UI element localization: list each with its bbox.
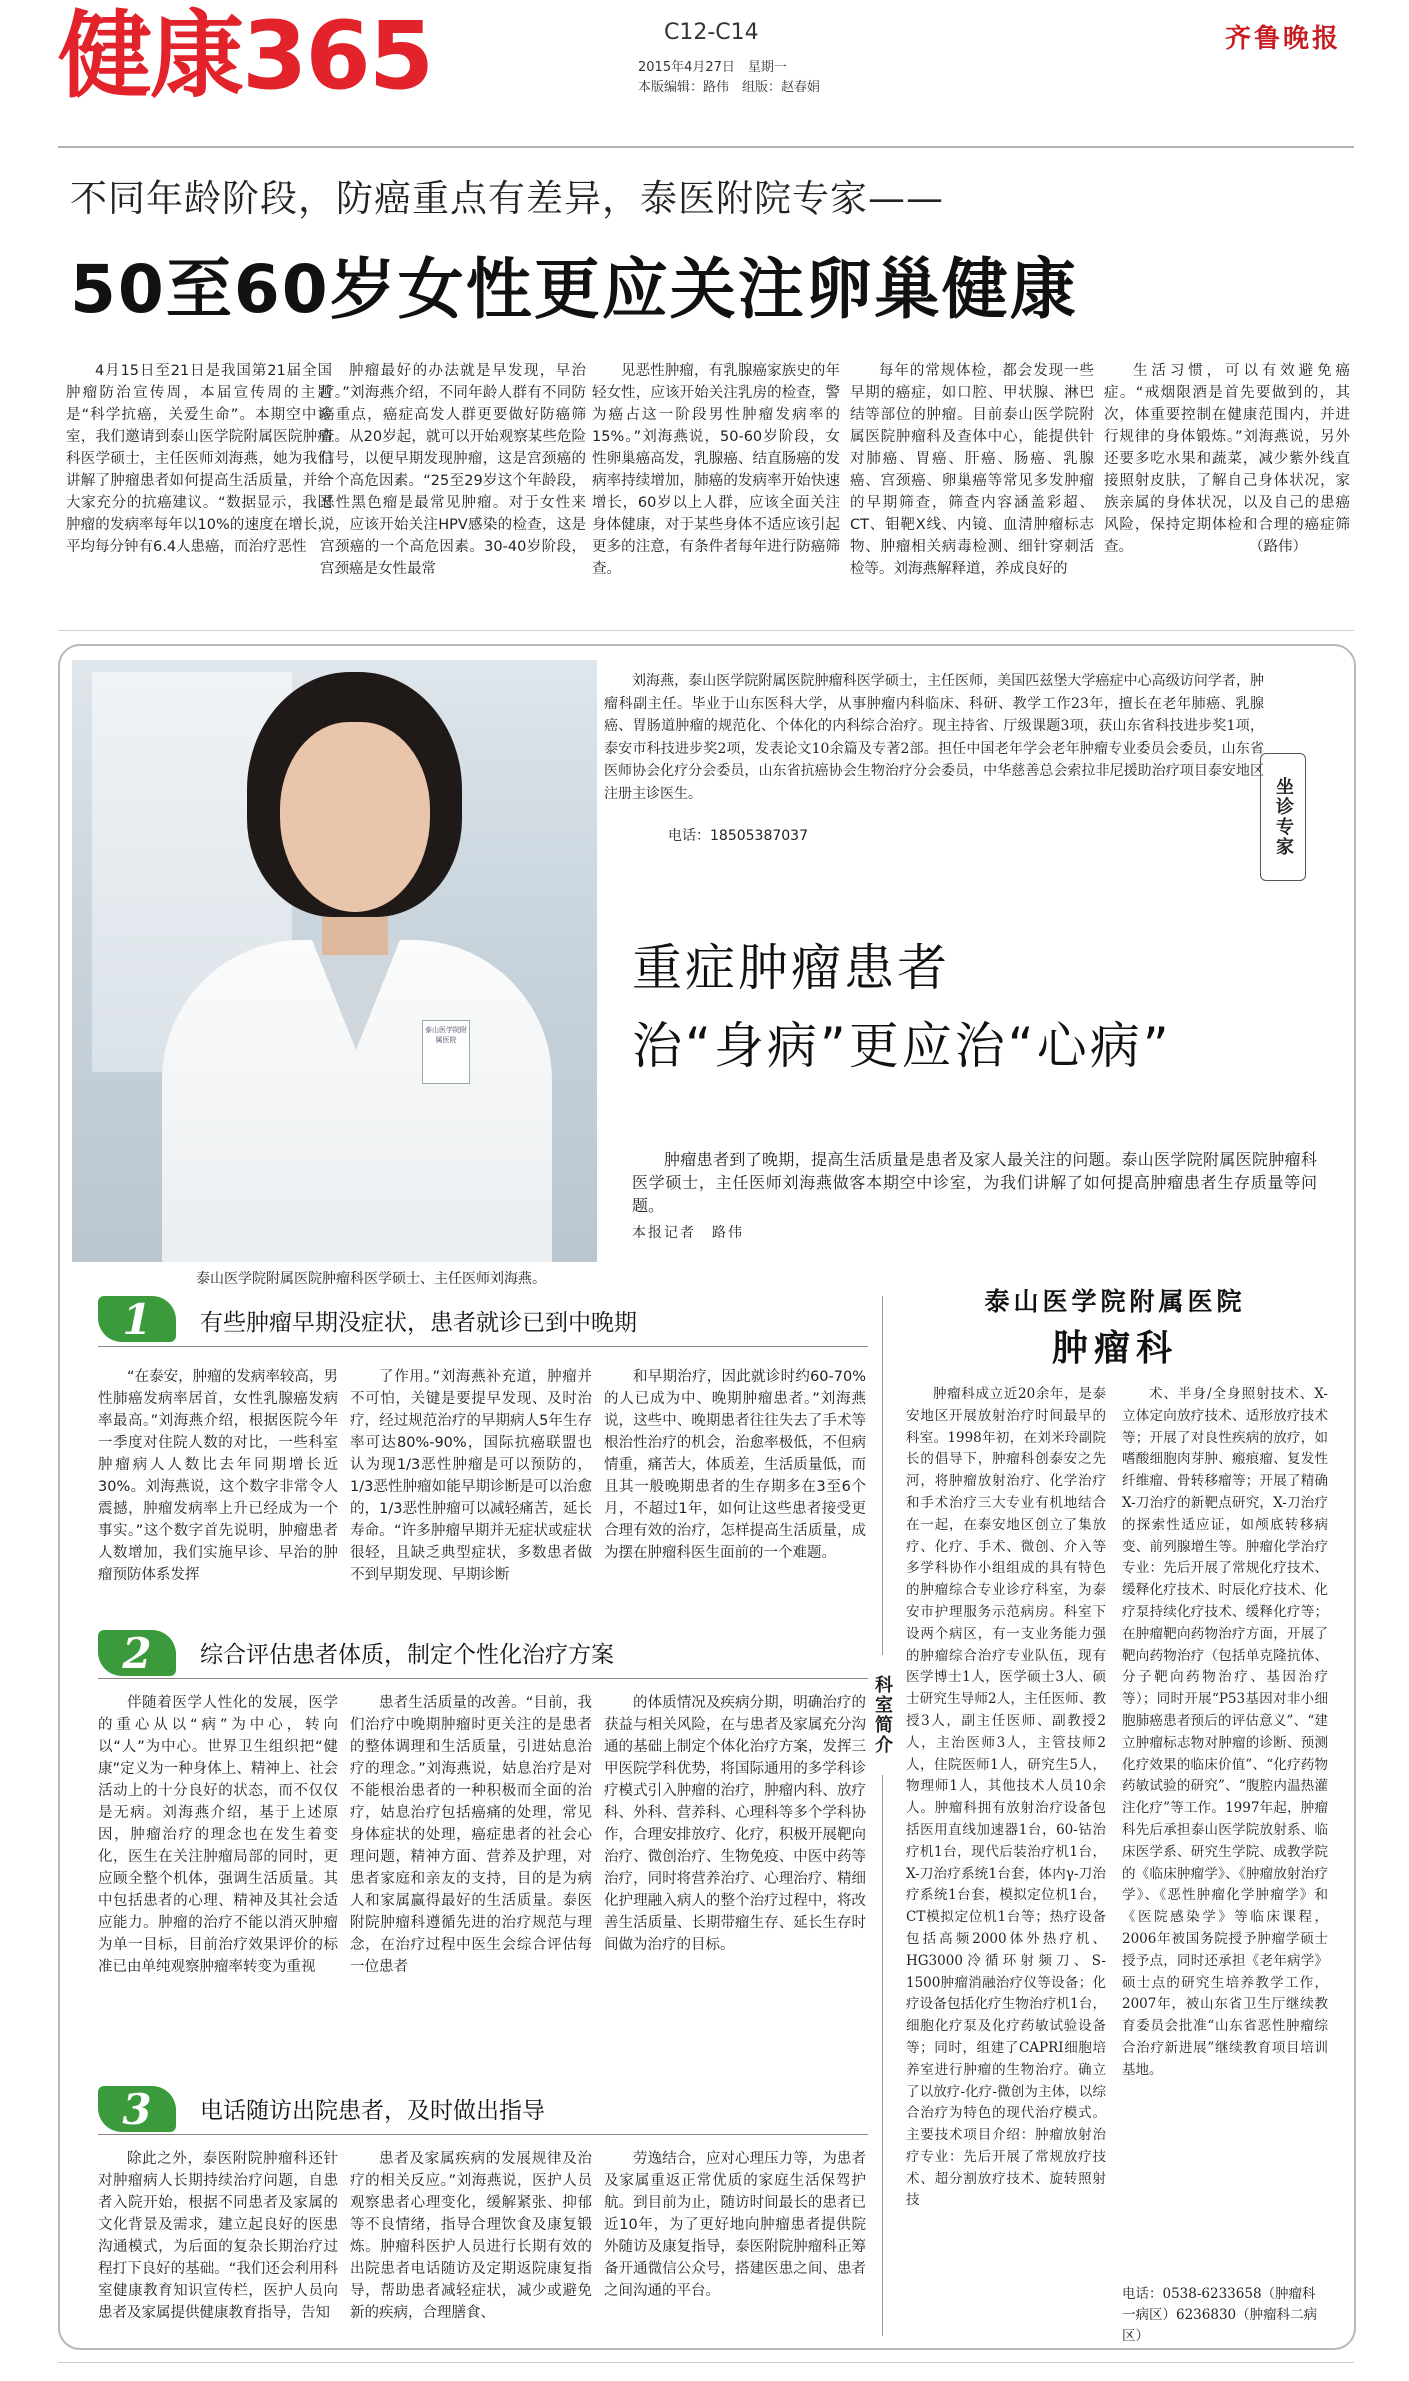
section-rule-2 <box>98 1678 868 1679</box>
masthead-rule <box>58 146 1354 148</box>
masthead-logo: 健康365 <box>58 2 433 111</box>
section-title-2: 综合评估患者体质，制定个性化治疗方案 <box>200 1642 614 1668</box>
photo-caption: 泰山医学院附属医院肿瘤科医学硕士、主任医师刘海燕。 <box>196 1271 546 1287</box>
s1-col-3: 和早期治疗，因此就诊时约60-70%的人已成为中、晚期肿瘤患者。”刘海燕说，这些中、晚期患者往往失去了手术等根治性治疗的机会，治愈率极低，不但病情重，痛苦大，体质差，生活质量低，而且其一般晚期患者的生存期多在3至6个月，不超过1年，如何让这些患者接受更合理有效的治疗，怎样提高生活质量，成为摆在肿瘤科医生面前的一个难题。 <box>604 1369 866 1561</box>
dept-intro-tab: 科室简介 <box>870 1655 894 1775</box>
issue-editors: 本版编辑：路伟 组版：赵春娟 <box>638 80 821 95</box>
bottom-rule <box>58 2362 1354 2363</box>
s1-col-2: 了作用。”刘海燕补充道，肿瘤并不可怕，关键是要提早发现、及时治疗，经过规范治疗的早期病人5年生存率可达80%-90%，国际抗癌联盟也认为现1/3恶性肿瘤是可以预防的，1/3恶性肿瘤如能早期诊断是可以治愈的，1/3恶性肿瘤可以减轻痛苦，延长寿命。“许多肿瘤早期并无症状或症状很轻，且缺乏典型症状，多数患者做不到早期发现、早期诊断 <box>350 1369 592 1583</box>
section-number-3: 3 <box>98 2086 176 2132</box>
dept-col-1: 肿瘤科成立近20余年，是泰安地区开展放射治疗时间最早的科室。1998年初，在刘米玲副院长的倡导下，肿瘤科创泰安之先河，将肿瘤放射治疗、化学治疗和手术治疗三大专业有机地结合在一起，在泰安地区创立了集放疗、化疗、手术、微创、介入等多学科协作小组组成的具有特色的肿瘤综合专业诊疗科室，为泰安市护理服务示范病房。科室下设两个病区，有一支业务能力强的肿瘤综合治疗专业队伍，现有医学博士1人，医学硕士3人、硕士研究生导师2人，主任医师、教授3人，副主任医师、副教授2人，主治医师3人，主管技师2人，住院医师1人，研究生5人，物理师1人，其他技术人员10余人。肿瘤科拥有放射治疗设备包括医用直线加速器1台，60-钴治疗机1台，现代后装治疗机1台，X-刀治疗系统1台套，体内γ-刀治疗系统1台套，模拟定位机1台，CT模拟定位机1台等；热疗设备包括高频2000体外热疗机、HG3000冷循环射频刀、S-1500肿瘤消融治疗仪等设备；化疗设备包括化疗生物治疗机1台，细胞化疗泵及化疗药敏试验设备等；同时，组建了CAPRI细胞培养室进行肿瘤的生物治疗。确立了以放疗-化疗-微创为主体，以综合治疗为特色的现代治疗模式。主要技术项目介绍：肿瘤放射治疗专业：先后开展了常规放疗技术、超分割放疗技术、旋转照射技 <box>906 1386 1106 2209</box>
dept-phone: 电话：0538-6233658（肿瘤科一病区）6236830（肿瘤科二病区） <box>1122 2286 1318 2344</box>
lead-rule <box>58 630 1354 631</box>
section-number-2: 2 <box>98 1630 176 1676</box>
section-number-1: 1 <box>98 1296 176 1342</box>
doctor-photo <box>72 660 597 1262</box>
feature-intro: 肿瘤患者到了晚期，提高生活质量是患者及家人最关注的问题。泰山医学院附属医院肿瘤科医学硕士，主任医师刘海燕做客本期空中诊室，为我们讲解了如何提高肿瘤患者生存质量等问题。 <box>632 1150 1317 1215</box>
section-rule-3 <box>98 2134 868 2135</box>
section-title-1: 有些肿瘤早期没症状，患者就诊已到中晚期 <box>200 1310 637 1336</box>
paper-brand: 齐鲁晚报 <box>1224 24 1341 54</box>
s2-col-2: 患者生活质量的改善。“目前，我们治疗中晚期肿瘤时更关注的是患者的整体调理和生活质量，引进姑息治疗的理念。”刘海燕说，姑息治疗是对不能根治患者的一种积极而全面的治疗，姑息治疗包括癌痛的处理，常见身体症状的处理，癌症患者的社会心理问题，精神方面、营养及护理，对患者家庭和亲友的支持，目的是为病人和家属赢得最好的生活质量。泰医附院肿瘤科遵循先进的治疗规范与理念，在治疗过程中医生会综合评估每一位患者 <box>350 1695 592 1975</box>
kicker: 不同年龄阶段，防癌重点有差异，泰医附院专家—— <box>70 177 944 220</box>
doctor-bio: 刘海燕，泰山医学院附属医院肿瘤科医学硕士，主任医师，美国匹兹堡大学癌症中心高级访问学者，肿瘤科副主任。毕业于山东医科大学，从事肿瘤内科临床、科研、教学工作23年，擅长在老年肺癌、乳腺癌、胃肠道肿瘤的规范化、个体化的内科综合治疗。现主持省、厅级课题3项，获山东省科技进步奖1项，泰安市科技进步奖2项，发表论文10余篇及专著2部。担任中国老年学会老年肿瘤专业委员会委员，山东省医师协会化疗分会委员，山东省抗癌协会生物治疗分会委员，中华慈善总会索拉非尼援助治疗项目泰安地区注册主诊医生。 <box>604 673 1264 802</box>
issue-date: 2015年4月27日 星期一 <box>638 60 787 75</box>
s2-col-3: 的体质情况及疾病分期，明确治疗的获益与相关风险，在与患者及家属充分沟通的基础上制定个体化治疗方案，发挥三甲医院学科优势，将国际通用的多学科诊疗模式引入肿瘤的治疗，肿瘤内科、放疗科、外科、营养科、心理科等多个学科协作，合理安排放疗、化疗，积极开展靶向治疗、微创治疗、生物免疫、中医中药等治疗，同时将营养治疗、心理治疗、精细化护理融入病人的整个治疗过程中，将改善生活质量、长期带瘤生存、延长生存时间做为治疗的目标。 <box>604 1695 866 1953</box>
s2-col-1: 伴随着医学人性化的发展，医学的重心从以“病”为中心，转向以“人”为中心。世界卫生组织把“健康”定义为一种身体上、精神上、社会活动上的十分良好的状态，而不仅仅是无病。刘海燕介绍，基于上述原因，肿瘤治疗的理念也在发生着变化，医生在关注肿瘤局部的同时，更应顾全整个机体，强调生活质量。其中包括患者的心理、精神及其社会适应能力。肿瘤的治疗不能以消灭肿瘤为单一目标，目前治疗效果评价的标准已由单纯观察肿瘤率转变为重视 <box>98 1695 338 1975</box>
lead-col-3: 见恶性肿瘤，有乳腺癌家族史的年轻女性，应该开始关注乳房的检查，警为癌占这一阶段男性肿瘤发病率的15%。”刘海燕说，50-60岁阶段，女性卵巢癌高发，乳腺癌、结直肠癌的发病率持续增加，肺癌的发病率开始快速增长，60岁以上人群，应该全面关注身体健康，对于某些身体不适应该引起更多的注意，有条件者每年进行防癌筛查。 <box>592 363 840 577</box>
lead-col-4: 每年的常规体检，都会发现一些早期的癌症，如口腔、甲状腺、淋巴结等部位的肿瘤。目前泰山医学院附属医院肿瘤科及查体中心，能提供针对肺癌、胃癌、肝癌、肠癌、乳腺癌、宫颈癌、卵巢癌等常见多发肿瘤的早期筛查，筛查内容涵盖彩超、CT、钼靶X线、内镜、血清肿瘤标志物、肿瘤相关病毒检测、细针穿刺活检等。刘海燕解释道，养成良好的 <box>850 363 1094 577</box>
dept-col-2: 术、半身/全身照射技术、X-立体定向放疗技术、适形放疗技术等；开展了对良性疾病的放疗，如嗜酸细胞肉芽肿、瘢痕瘤、复发性纤维瘤、骨转移瘤等；开展了精确X-刀治疗的新靶点研究，X-刀治疗的探索性适应证，如颅底转移病变、前列腺增生等。肿瘤化学治疗专业：先后开展了常规化疗技术、缓释化疗技术、时辰化疗技术、化疗泵持续化疗技术、缓释化疗等；在肿瘤靶向药物治疗方面，开展了靶向药物治疗（包括单克隆抗体、分子靶向药物治疗、基因治疗等）；同时开展“P53基因对非小细胞肺癌患者预后的评估意义”、“建立肿瘤标志物对肿瘤的诊断、预测化疗效果的临床价值”、“化疗药物药敏试验的研究”、“腹腔内温热灌注化疗”等工作。1997年起，肿瘤科先后承担泰山医学院放射系、临床医学系、研究生学院、成教学院的《临床肿瘤学》、《肿瘤放射治疗学》、《恶性肿瘤化学肿瘤学》和《医院感染学》等临床课程，2006年被国务院授予肿瘤学硕士授予点，同时还承担《老年病学》硕士点的研究生培养教学工作，2007年，被山东省卫生厅继续教育委员会批准“山东省恶性肿瘤综合治疗新进展”继续教育项目培训基地。 <box>1122 1386 1328 2078</box>
issue-meta <box>638 58 820 98</box>
feature-title-1: 重症肿瘤患者 <box>632 939 950 997</box>
dept-name: 肿瘤科 <box>1051 1328 1178 1369</box>
name-badge: 泰山医学院附属医院 <box>422 1020 470 1084</box>
lead-col-2: 肿瘤最好的办法就是早发现，早治疗。”刘海燕介绍，不同年龄人群有不同防癌重点，癌症高发人群更要做好防癌筛查。从20岁起，就可以开始观察某些危险信号，以便早期发现肿瘤，这是宫颈癌的一个高危因素。“25至29岁这个年龄段，恶性黑色瘤是最常见肿瘤。对于女性来说，应该开始关注HPV感染的检查，这是宫颈癌的一个高危因素。30-40岁阶段，宫颈癌是女性最常 <box>320 363 586 577</box>
dept-divider <box>882 1296 883 2336</box>
lead-col-1: 4月15日至21日是我国第21届全国肿瘤防治宣传周，本届宣传周的主题是“科学抗癌，关爱生命”。本期空中诊室，我们邀请到泰山医学院附属医院肿瘤科医学硕士，主任医师刘海燕，她为我们讲解了肿瘤患者如何提高生活质量，并给大家充分的抗癌建议。“数据显示，我国肿瘤的发病率每年以10%的速度在增长，平均每分钟有6.4人患癌，而治疗恶性 <box>66 363 332 555</box>
s1-col-1: “在泰安，肿瘤的发病率较高，男性肺癌发病率居首，女性乳腺癌发病率最高。”刘海燕介绍，根据医院今年一季度对住院人数的对比，一些科室肿瘤病人人数比去年同期增长近30%。刘海燕说，这个数字非常令人震撼，肿瘤发病率上升已经成为一个事实。”这个数字首先说明，肿瘤患者人数增加，我们实施早诊、早治的肿瘤预防体系发挥 <box>98 1369 338 1583</box>
lead-col-5: 生活习惯，可以有效避免癌症。“戒烟限酒是首先要做到的，其次，体重要控制在健康范围内，并进行规律的身体锻炼。”刘海燕说，另外还要多吃水果和蔬菜，减少紫外线直接照射皮肤，了解自己身体状况，家族亲属的身体状况，以及自己的患癌风险，保持定期体检和合理的癌症筛查。 （路伟） <box>1104 363 1350 555</box>
byline: 本报记者 路伟 <box>632 1225 744 1241</box>
page-range: C12-C14 <box>664 20 759 45</box>
expert-tab: 坐诊专家 <box>1260 753 1306 881</box>
feature-title-2: 治“身病”更应治“心病” <box>632 1017 1172 1075</box>
section-rule-1 <box>98 1346 868 1347</box>
s3-col-3: 劳逸结合，应对心理压力等，为患者及家属重返正常优质的家庭生活保驾护航。到目前为止，随访时间最长的患者已近10年，为了更好地向肿瘤患者提供院外随访及康复指导，泰医附院肿瘤科正筹备开通微信公众号，搭建医患之间、患者之间沟通的平台。 <box>604 2151 866 2299</box>
s3-col-1: 除此之外，泰医附院肿瘤科还针对肿瘤病人长期持续治疗问题，自患者入院开始，根据不同患者及家属的文化背景及需求，建立起良好的医患沟通模式，为后面的复杂长期治疗过程打下良好的基础。“我们还会利用科室健康教育知识宣传栏，医护人员向患者及家属提供健康教育指导，告知 <box>98 2151 338 2321</box>
s3-col-2: 患者及家属疾病的发展规律及治疗的相关反应。”刘海燕说，医护人员观察患者心理变化，缓解紧张、抑郁等不良情绪，指导合理饮食及康复锻炼。肿瘤科医护人员进行长期有效的出院患者电话随访及定期返院康复指导，帮助患者减轻症状，减少或避免新的疾病，合理膳食、 <box>350 2151 592 2321</box>
headline: 50至60岁女性更应关注卵巢健康 <box>70 251 1078 328</box>
dept-hospital: 泰山医学院附属医院 <box>984 1287 1246 1316</box>
section-title-3: 电话随访出院患者，及时做出指导 <box>200 2098 545 2124</box>
doctor-phone: 电话：18505387037 <box>668 828 808 844</box>
